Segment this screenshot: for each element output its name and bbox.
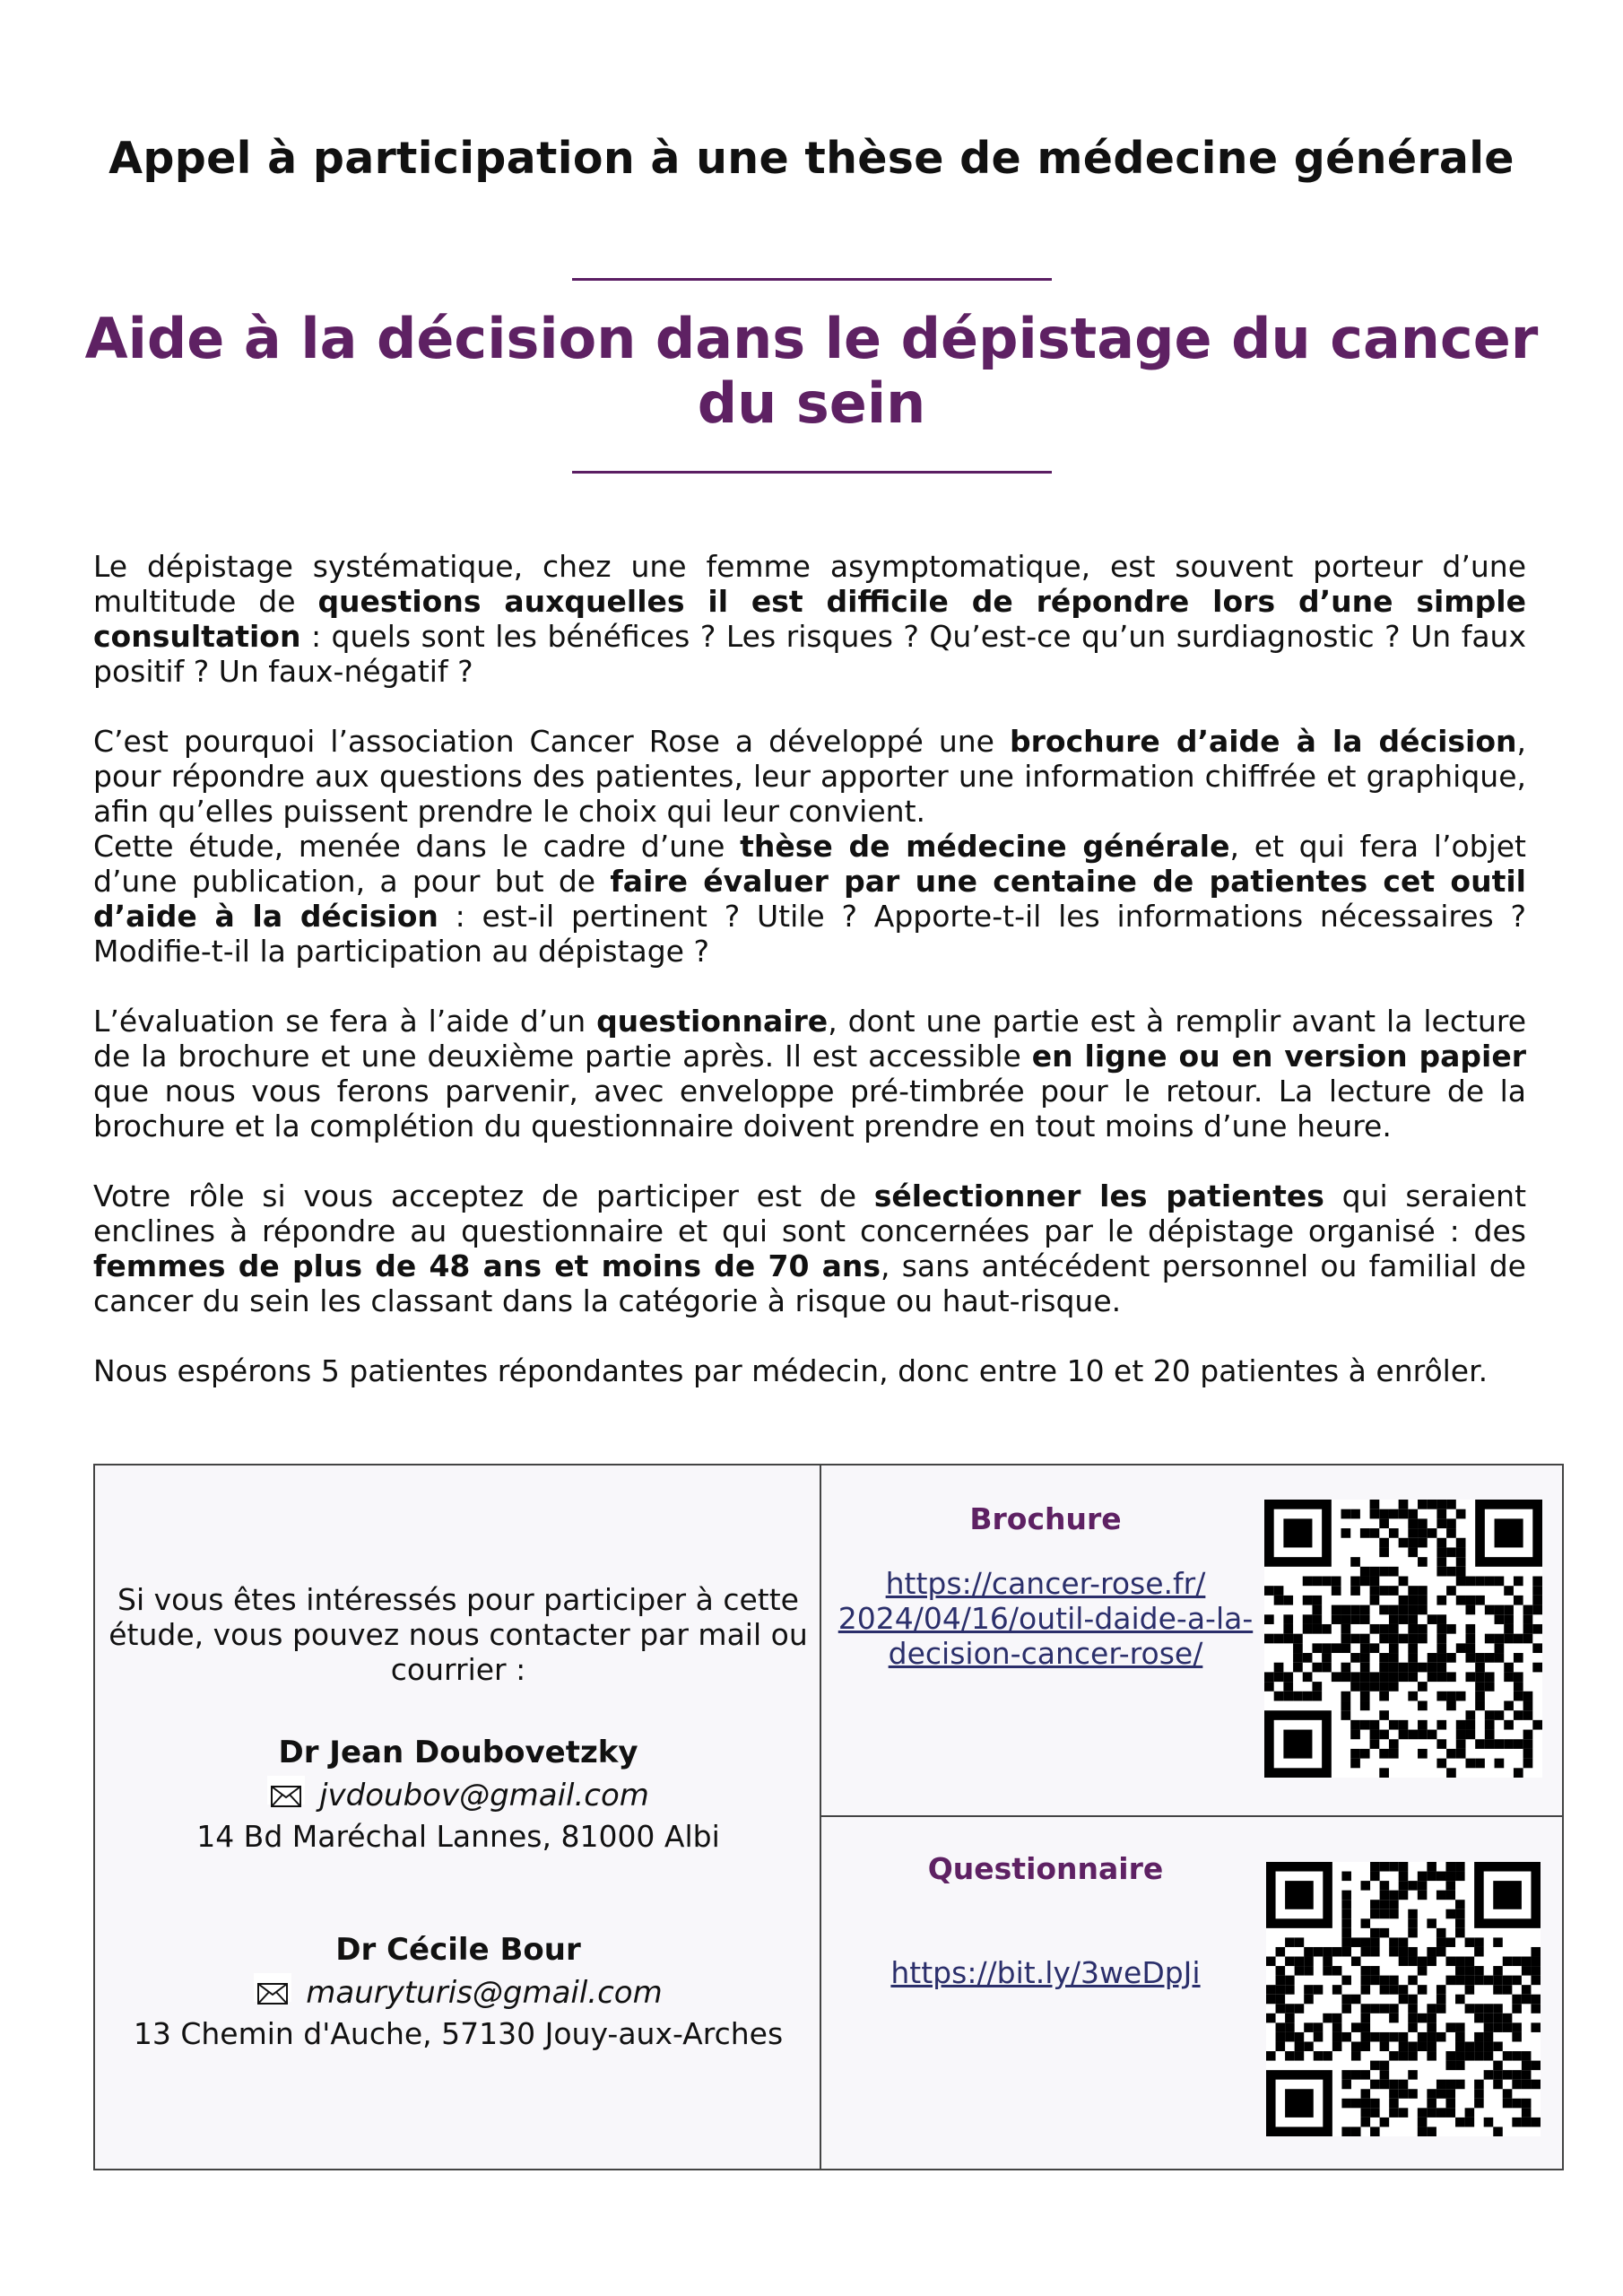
paragraph-brochure xyxy=(93,724,1526,829)
text-run: : est-il pertinent ? Utile ? Apporte-t-il les informations nécessaires ? Modifie-t-il la participation au dépistage ? xyxy=(93,899,1526,969)
bold-text: en ligne ou en version papier xyxy=(1031,1039,1526,1074)
call-title: Appel à participation à une thèse de médecine générale xyxy=(108,133,1515,184)
bold-text: sélectionner les patientes xyxy=(873,1178,1324,1213)
text-run: que nous vous ferons parvenir, avec enveloppe pré-timbrée pour le retour. La lecture de la brochure et la complétion du questionnaire doivent prendre en tout moins d’une heure. xyxy=(93,1074,1526,1144)
text-run: qui seraient enclines à répondre au questionnaire et qui sont concernées par le dépistage organisé : des xyxy=(93,1178,1527,1248)
text-run: L’évaluation se fera à l’aide d’un xyxy=(93,1004,597,1039)
bold-text: brochure d’aide à la décision xyxy=(1010,724,1517,759)
brochure-cell xyxy=(821,1465,1562,1817)
doctor-address: 13 Chemin d'Auche, 57130 Jouy-aux-Arches xyxy=(133,2016,784,2051)
questionnaire-title: Questionnaire xyxy=(927,1851,1164,1886)
doctor-name: Dr Cécile Bour xyxy=(335,1932,581,1968)
text-run: , sans antécédent personnel ou familial de cancer du sein les classant dans la catégorie à risque ou haut-risque. xyxy=(93,1248,1526,1318)
bold-text: femmes de plus de 48 ans et moins de 70 ans xyxy=(93,1248,881,1283)
doctor-address: 14 Bd Maréchal Lannes, 81000 Albi xyxy=(196,1819,720,1854)
doctor-email[interactable]: mauryturis@gmail.com xyxy=(306,1975,663,2011)
text-run: C’est pourquoi l’association Cancer Rose a développé une xyxy=(93,724,1011,759)
paragraph-problem xyxy=(93,549,1526,689)
paragraph-study xyxy=(93,829,1526,969)
envelope-icon xyxy=(267,1776,305,1805)
paragraph-role xyxy=(93,1178,1526,1318)
doctor-email[interactable]: jvdoubov@gmail.com xyxy=(319,1778,649,1813)
brochure-link[interactable]: https://cancer-rose.fr/ 2024/04/16/outil-daide-a-la- decision-cancer-rose/ xyxy=(838,1566,1254,1671)
questionnaire-qr-code xyxy=(1266,1862,1541,2136)
envelope-icon xyxy=(254,1973,291,2002)
questionnaire-link[interactable]: https://bit.ly/3weDpJi xyxy=(890,1955,1201,1990)
contact-intro: Si vous êtes intéressés pour participer à cette étude, vous pouvez nous contacter par mail ou courrier : xyxy=(108,1582,808,1687)
text-run: , pour répondre aux questions des patientes, leur apporter une information chiffrée et graphique, afin qu’elles puissent prendre le choix qui leur convient. xyxy=(93,724,1526,829)
brochure-title: Brochure xyxy=(969,1501,1122,1536)
text-run: Nous espérons 5 patientes répondantes par médecin, donc entre 10 et 20 patientes à enrôler. xyxy=(93,1353,1488,1388)
title-bottom-rule xyxy=(572,471,1052,474)
main-title: Aide à la décision dans le dépistage du cancer du sein xyxy=(84,306,1539,436)
bold-text: questions auxquelles il est difficile de répondre lors d’une simple consultation xyxy=(93,584,1526,654)
bold-text: faire évaluer par une centaine de patientes cet outil d’aide à la décision xyxy=(93,864,1526,934)
text-run: Cette étude, menée dans le cadre d’une xyxy=(93,829,741,864)
bold-text: questionnaire xyxy=(596,1004,829,1039)
paragraph-questionnaire xyxy=(93,1004,1526,1144)
doctor-email-line xyxy=(95,1776,821,1813)
doctor-name: Dr Jean Doubovetzky xyxy=(278,1735,638,1770)
paragraph-target xyxy=(93,1353,1526,1388)
text-run: Le dépistage systématique, chez une femme asymptomatique, est souvent porteur d’une multitude de xyxy=(93,549,1526,619)
bold-text: thèse de médecine générale xyxy=(740,829,1230,864)
text-run: Votre rôle si vous acceptez de participer est de xyxy=(93,1178,874,1213)
text-run: , dont une partie est à remplir avant la lecture de la brochure et une deuxième partie après. Il est accessible xyxy=(93,1004,1526,1074)
contact-table xyxy=(93,1464,1564,2170)
questionnaire-cell xyxy=(821,1817,1562,2169)
doctor-email-line xyxy=(95,1973,821,2011)
text-run: , et qui fera l’objet d’une publication, a pour but de xyxy=(93,829,1527,899)
title-top-rule xyxy=(572,278,1052,281)
body-text xyxy=(93,549,1526,1388)
text-run: : quels sont les bénéfices ? Les risques ? Qu’est-ce qu’un surdiagnostic ? Un faux positif ? Un faux-négatif ? xyxy=(93,619,1526,689)
brochure-qr-code xyxy=(1264,1500,1542,1778)
contact-cell xyxy=(95,1465,821,2169)
